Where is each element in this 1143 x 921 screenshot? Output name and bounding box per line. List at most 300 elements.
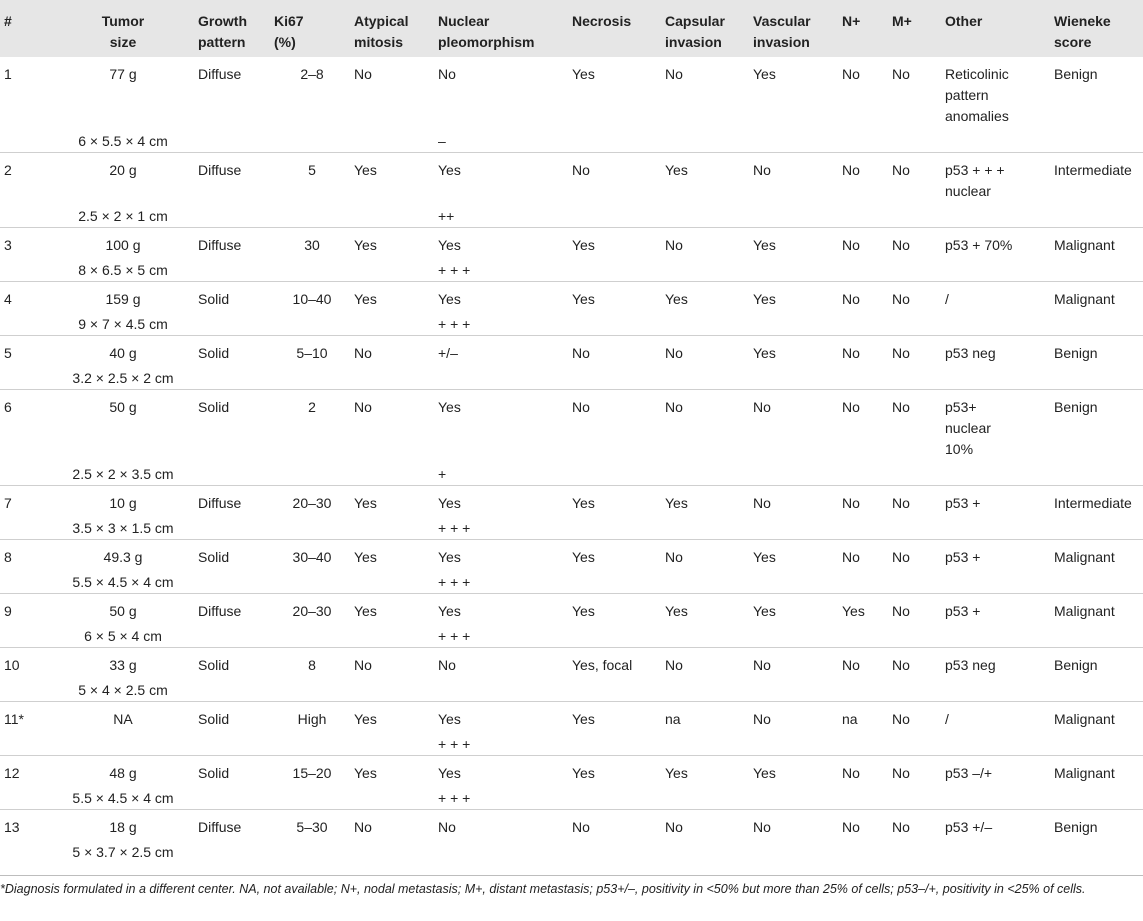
cell-m-plus: No — [892, 345, 910, 361]
cell-nuclear-pleomorphism: Yes — [438, 711, 461, 727]
empty-cell — [0, 622, 52, 648]
table-row — [0, 756, 1143, 785]
cell-m-plus: No — [892, 657, 910, 673]
cell-other: p53 + — [945, 549, 981, 565]
cell-pleomorphism-grade: + + + — [438, 262, 471, 278]
empty-cell — [1054, 127, 1143, 153]
table-subrow — [0, 514, 1143, 540]
cell-n-plus: No — [842, 162, 860, 178]
cell-atypical-mitosis: Yes — [354, 162, 377, 178]
cell-other: p53+ nuclear 10% — [945, 399, 991, 457]
empty-cell — [753, 784, 842, 810]
empty-cell — [198, 310, 274, 336]
cell-necrosis: Yes — [572, 765, 595, 781]
empty-cell — [274, 202, 354, 228]
cell-n-plus: No — [842, 495, 860, 511]
cell-nuclear-pleomorphism: Yes — [438, 549, 461, 565]
header-vascular-invasion: Vascular invasion — [753, 13, 811, 50]
cell-number: 13 — [4, 819, 20, 835]
cell-nuclear-pleomorphism: Yes — [438, 399, 461, 415]
empty-cell — [274, 256, 354, 282]
empty-cell — [892, 127, 945, 153]
empty-cell — [0, 676, 52, 702]
empty-cell — [945, 364, 1054, 390]
empty-cell — [1054, 202, 1143, 228]
cell-growth-pattern: Solid — [198, 345, 230, 361]
cell-m-plus: No — [892, 66, 910, 82]
table-subrow — [0, 364, 1143, 390]
cell-necrosis: Yes — [572, 495, 595, 511]
cell-vascular-invasion: Yes — [753, 549, 776, 565]
cell-other: / — [945, 291, 949, 307]
table-row — [0, 648, 1143, 677]
cell-other: p53 + — [945, 495, 981, 511]
cell-vascular-invasion: Yes — [753, 237, 776, 253]
empty-cell — [892, 310, 945, 336]
empty-cell — [572, 514, 665, 540]
empty-cell — [892, 784, 945, 810]
empty-cell — [753, 310, 842, 336]
header-nuclear-pleomorphism: Nuclear pleomorphism — [438, 13, 535, 50]
cell-other: p53 –/+ — [945, 765, 993, 781]
cell-n-plus: No — [842, 345, 860, 361]
cell-vascular-invasion: No — [753, 399, 771, 415]
table-row — [0, 486, 1143, 515]
cell-vascular-invasion: Yes — [753, 765, 776, 781]
cell-wieneke-score: Intermediate — [1054, 162, 1132, 178]
empty-cell — [892, 202, 945, 228]
empty-cell — [945, 202, 1054, 228]
cell-tumor-dimensions: 5.5 × 4.5 × 4 cm — [72, 790, 174, 806]
cell-nuclear-pleomorphism: +/– — [438, 345, 458, 361]
empty-cell — [198, 676, 274, 702]
empty-cell — [665, 622, 753, 648]
empty-cell — [354, 730, 438, 756]
empty-cell — [0, 256, 52, 282]
cell-tumor-dimensions: 2.5 × 2 × 1 cm — [78, 208, 168, 224]
cell-ki67: 30–40 — [292, 549, 332, 565]
cell-growth-pattern: Diffuse — [198, 603, 242, 619]
empty-cell — [945, 838, 1054, 863]
empty-cell — [572, 568, 665, 594]
empty-cell — [354, 310, 438, 336]
empty-cell — [198, 460, 274, 486]
empty-cell — [945, 730, 1054, 756]
cell-pleomorphism-grade: + — [438, 466, 447, 482]
empty-cell — [198, 127, 274, 153]
cell-tumor-dimensions: 6 × 5 × 4 cm — [84, 628, 162, 644]
cell-growth-pattern: Solid — [198, 765, 230, 781]
cell-wieneke-score: Malignant — [1054, 291, 1115, 307]
cell-nuclear-pleomorphism: Yes — [438, 603, 461, 619]
table-row — [0, 282, 1143, 311]
cell-n-plus: No — [842, 549, 860, 565]
cell-m-plus: No — [892, 495, 910, 511]
empty-cell — [572, 730, 665, 756]
empty-cell — [753, 568, 842, 594]
cell-capsular-invasion: Yes — [665, 291, 688, 307]
cell-pleomorphism-grade — [438, 676, 572, 702]
header-necrosis: Necrosis — [572, 13, 632, 29]
cell-vascular-invasion: No — [753, 495, 771, 511]
empty-cell — [665, 256, 753, 282]
empty-cell — [753, 676, 842, 702]
empty-cell — [842, 514, 892, 540]
cell-atypical-mitosis: Yes — [354, 495, 377, 511]
cell-vascular-invasion: Yes — [753, 291, 776, 307]
cell-capsular-invasion: No — [665, 549, 683, 565]
cell-n-plus: No — [842, 66, 860, 82]
cell-tumor-dimensions: 3.2 × 2.5 × 2 cm — [72, 370, 174, 386]
cell-number: 10 — [4, 657, 20, 673]
table-row — [0, 57, 1143, 127]
cell-nuclear-pleomorphism: No — [438, 657, 456, 673]
cell-necrosis: Yes, focal — [572, 657, 633, 673]
cell-nuclear-pleomorphism: No — [438, 819, 456, 835]
cell-tumor-dimensions: 8 × 6.5 × 5 cm — [78, 262, 168, 278]
empty-cell — [354, 838, 438, 863]
cell-atypical-mitosis: Yes — [354, 711, 377, 727]
empty-cell — [0, 310, 52, 336]
cell-atypical-mitosis: No — [354, 345, 372, 361]
table-subrow — [0, 127, 1143, 153]
cell-atypical-mitosis: No — [354, 399, 372, 415]
empty-cell — [665, 730, 753, 756]
cell-pleomorphism-grade: + + + — [438, 736, 471, 752]
empty-cell — [0, 202, 52, 228]
cell-atypical-mitosis: No — [354, 657, 372, 673]
cell-tumor-size: NA — [113, 711, 133, 727]
cell-nuclear-pleomorphism: Yes — [438, 495, 461, 511]
cell-wieneke-score: Benign — [1054, 66, 1098, 82]
cell-other: p53 + + + nuclear — [945, 162, 1005, 199]
cell-n-plus: No — [842, 657, 860, 673]
cell-growth-pattern: Solid — [198, 711, 230, 727]
cell-vascular-invasion: Yes — [753, 345, 776, 361]
table-row — [0, 153, 1143, 203]
cell-atypical-mitosis: Yes — [354, 237, 377, 253]
empty-cell — [0, 838, 52, 863]
empty-cell — [892, 838, 945, 863]
cell-m-plus: No — [892, 765, 910, 781]
cell-atypical-mitosis: Yes — [354, 549, 377, 565]
table-row — [0, 336, 1143, 365]
empty-cell — [753, 838, 842, 863]
empty-cell — [945, 127, 1054, 153]
header-wieneke-score: Wieneke score — [1054, 13, 1111, 50]
cell-m-plus: No — [892, 549, 910, 565]
table-subrow — [0, 838, 1143, 863]
empty-cell — [945, 310, 1054, 336]
cell-tumor-dimensions: 2.5 × 2 × 3.5 cm — [72, 466, 174, 482]
empty-cell — [665, 364, 753, 390]
empty-cell — [945, 256, 1054, 282]
cell-tumor-dimensions: 5 × 3.7 × 2.5 cm — [72, 844, 174, 860]
cell-other: p53 neg — [945, 345, 996, 361]
empty-cell — [572, 310, 665, 336]
empty-cell — [354, 202, 438, 228]
cell-necrosis: No — [572, 345, 590, 361]
cell-growth-pattern: Solid — [198, 657, 230, 673]
cell-wieneke-score: Intermediate — [1054, 495, 1132, 511]
empty-cell — [842, 202, 892, 228]
table-row — [0, 594, 1143, 623]
cell-ki67: 2 — [308, 399, 316, 415]
cell-nuclear-pleomorphism: Yes — [438, 237, 461, 253]
cell-tumor-dimensions — [52, 730, 198, 756]
header-capsular-invasion: Capsular invasion — [665, 13, 725, 50]
table-subrow — [0, 622, 1143, 648]
cell-tumor-size: 50 g — [109, 399, 137, 415]
empty-cell — [354, 568, 438, 594]
empty-cell — [1054, 364, 1143, 390]
empty-cell — [665, 514, 753, 540]
empty-cell — [198, 256, 274, 282]
cell-ki67: 8 — [308, 657, 316, 673]
empty-cell — [753, 202, 842, 228]
empty-cell — [572, 838, 665, 863]
empty-cell — [198, 838, 274, 863]
cell-wieneke-score: Benign — [1054, 819, 1098, 835]
cell-nuclear-pleomorphism: Yes — [438, 765, 461, 781]
empty-cell — [572, 256, 665, 282]
cell-ki67: 10–40 — [292, 291, 332, 307]
empty-cell — [572, 784, 665, 810]
cell-other: p53 neg — [945, 657, 996, 673]
cell-wieneke-score: Malignant — [1054, 549, 1115, 565]
cell-tumor-size: 40 g — [109, 345, 137, 361]
empty-cell — [842, 460, 892, 486]
cell-necrosis: Yes — [572, 66, 595, 82]
cell-other: p53 + 70% — [945, 237, 1013, 253]
header-tumor-size: Tumor size — [101, 13, 145, 50]
cell-number: 6 — [4, 399, 12, 415]
cell-growth-pattern: Solid — [198, 399, 230, 415]
cell-m-plus: No — [892, 162, 910, 178]
empty-cell — [753, 514, 842, 540]
cell-number: 7 — [4, 495, 12, 511]
cell-capsular-invasion: No — [665, 237, 683, 253]
empty-cell — [892, 568, 945, 594]
cell-capsular-invasion: No — [665, 657, 683, 673]
empty-cell — [572, 622, 665, 648]
empty-cell — [274, 784, 354, 810]
cell-ki67: High — [297, 711, 327, 727]
empty-cell — [354, 460, 438, 486]
empty-cell — [198, 568, 274, 594]
cell-vascular-invasion: Yes — [753, 66, 776, 82]
empty-cell — [842, 622, 892, 648]
cell-number: 3 — [4, 237, 12, 253]
cell-tumor-size: 48 g — [109, 765, 137, 781]
cell-other: p53 +/– — [945, 819, 993, 835]
empty-cell — [665, 676, 753, 702]
empty-cell — [753, 256, 842, 282]
empty-cell — [198, 622, 274, 648]
empty-cell — [665, 784, 753, 810]
empty-cell — [274, 622, 354, 648]
cell-growth-pattern: Diffuse — [198, 237, 242, 253]
table-subrow — [0, 568, 1143, 594]
empty-cell — [665, 202, 753, 228]
empty-cell — [945, 784, 1054, 810]
cell-n-plus: Yes — [842, 603, 865, 619]
empty-cell — [945, 568, 1054, 594]
empty-cell — [1054, 838, 1143, 863]
empty-cell — [892, 514, 945, 540]
cell-growth-pattern: Diffuse — [198, 66, 242, 82]
empty-cell — [0, 514, 52, 540]
cell-capsular-invasion: No — [665, 66, 683, 82]
cell-capsular-invasion: na — [665, 711, 681, 727]
empty-cell — [1054, 568, 1143, 594]
table-subrow — [0, 676, 1143, 702]
header-ki67: Ki67 (%) — [274, 13, 304, 50]
cell-ki67: 20–30 — [292, 495, 332, 511]
empty-cell — [1054, 460, 1143, 486]
empty-cell — [1054, 622, 1143, 648]
empty-cell — [945, 622, 1054, 648]
empty-cell — [842, 568, 892, 594]
empty-cell — [892, 364, 945, 390]
empty-cell — [0, 568, 52, 594]
cell-ki67: 5 — [308, 162, 316, 178]
table-subrow — [0, 460, 1143, 486]
empty-cell — [572, 364, 665, 390]
empty-cell — [274, 460, 354, 486]
cell-other: Reticolinic pattern anomalies — [945, 66, 1009, 124]
cell-ki67: 5–10 — [296, 345, 328, 361]
cell-atypical-mitosis: Yes — [354, 603, 377, 619]
empty-cell — [945, 460, 1054, 486]
cell-vascular-invasion: No — [753, 657, 771, 673]
cell-pleomorphism-grade: – — [438, 133, 446, 149]
cell-number: 11* — [4, 711, 24, 727]
cell-m-plus: No — [892, 711, 910, 727]
empty-cell — [753, 622, 842, 648]
cell-tumor-size: 50 g — [109, 603, 137, 619]
empty-cell — [892, 730, 945, 756]
empty-cell — [354, 514, 438, 540]
table-row — [0, 810, 1143, 839]
cell-n-plus: No — [842, 819, 860, 835]
cell-atypical-mitosis: Yes — [354, 765, 377, 781]
cell-atypical-mitosis: No — [354, 819, 372, 835]
cell-ki67: 15–20 — [292, 765, 332, 781]
empty-cell — [354, 127, 438, 153]
empty-cell — [665, 460, 753, 486]
header-m-plus: M+ — [892, 13, 912, 29]
cell-nuclear-pleomorphism: No — [438, 66, 456, 82]
header-other: Other — [945, 13, 983, 29]
cell-tumor-dimensions: 3.5 × 3 × 1.5 cm — [72, 520, 174, 536]
cell-pleomorphism-grade: + + + — [438, 316, 471, 332]
empty-cell — [892, 622, 945, 648]
empty-cell — [842, 784, 892, 810]
cell-other: p53 + — [945, 603, 981, 619]
cell-wieneke-score: Benign — [1054, 345, 1098, 361]
empty-cell — [753, 730, 842, 756]
cell-growth-pattern: Solid — [198, 291, 230, 307]
empty-cell — [945, 676, 1054, 702]
cell-atypical-mitosis: Yes — [354, 291, 377, 307]
empty-cell — [665, 310, 753, 336]
cell-n-plus: No — [842, 291, 860, 307]
empty-cell — [572, 676, 665, 702]
cell-necrosis: Yes — [572, 549, 595, 565]
empty-cell — [198, 784, 274, 810]
cell-m-plus: No — [892, 819, 910, 835]
empty-cell — [842, 838, 892, 863]
cell-number: 9 — [4, 603, 12, 619]
empty-cell — [198, 202, 274, 228]
cell-wieneke-score: Benign — [1054, 399, 1098, 415]
cell-tumor-size: 49.3 g — [103, 549, 143, 565]
cell-n-plus: na — [842, 711, 858, 727]
empty-cell — [274, 364, 354, 390]
table-subrow — [0, 202, 1143, 228]
empty-cell — [274, 310, 354, 336]
table-bottom-rule — [0, 875, 1143, 876]
cell-pleomorphism-grade: + + + — [438, 520, 471, 536]
cell-m-plus: No — [892, 291, 910, 307]
cell-number: 4 — [4, 291, 12, 307]
cell-necrosis: No — [572, 162, 590, 178]
cell-wieneke-score: Malignant — [1054, 237, 1115, 253]
empty-cell — [0, 364, 52, 390]
table-row — [0, 540, 1143, 569]
cell-m-plus: No — [892, 603, 910, 619]
cell-necrosis: No — [572, 819, 590, 835]
cell-vascular-invasion: Yes — [753, 603, 776, 619]
empty-cell — [1054, 514, 1143, 540]
cell-necrosis: Yes — [572, 237, 595, 253]
empty-cell — [198, 514, 274, 540]
empty-cell — [1054, 310, 1143, 336]
cell-number: 12 — [4, 765, 20, 781]
cell-necrosis: No — [572, 399, 590, 415]
header-atypical-mitosis: Atypical mitosis — [354, 13, 409, 50]
empty-cell — [274, 676, 354, 702]
empty-cell — [274, 838, 354, 863]
cell-vascular-invasion: No — [753, 162, 771, 178]
cell-wieneke-score: Benign — [1054, 657, 1098, 673]
header-n-plus: N+ — [842, 13, 861, 29]
cell-wieneke-score: Malignant — [1054, 765, 1115, 781]
cell-growth-pattern: Diffuse — [198, 495, 242, 511]
cell-vascular-invasion: No — [753, 711, 771, 727]
cell-growth-pattern: Solid — [198, 549, 230, 565]
cell-tumor-size: 100 g — [105, 237, 141, 253]
empty-cell — [1054, 676, 1143, 702]
empty-cell — [354, 784, 438, 810]
table-row — [0, 228, 1143, 257]
table-row — [0, 390, 1143, 461]
empty-cell — [842, 676, 892, 702]
table-subrow — [0, 730, 1143, 756]
empty-cell — [665, 568, 753, 594]
empty-cell — [842, 310, 892, 336]
cell-tumor-size: 20 g — [109, 162, 137, 178]
cell-capsular-invasion: Yes — [665, 162, 688, 178]
cell-atypical-mitosis: No — [354, 66, 372, 82]
cell-capsular-invasion: No — [665, 819, 683, 835]
cell-m-plus: No — [892, 237, 910, 253]
cell-tumor-size: 77 g — [109, 66, 137, 82]
empty-cell — [1054, 730, 1143, 756]
empty-cell — [274, 127, 354, 153]
empty-cell — [572, 127, 665, 153]
